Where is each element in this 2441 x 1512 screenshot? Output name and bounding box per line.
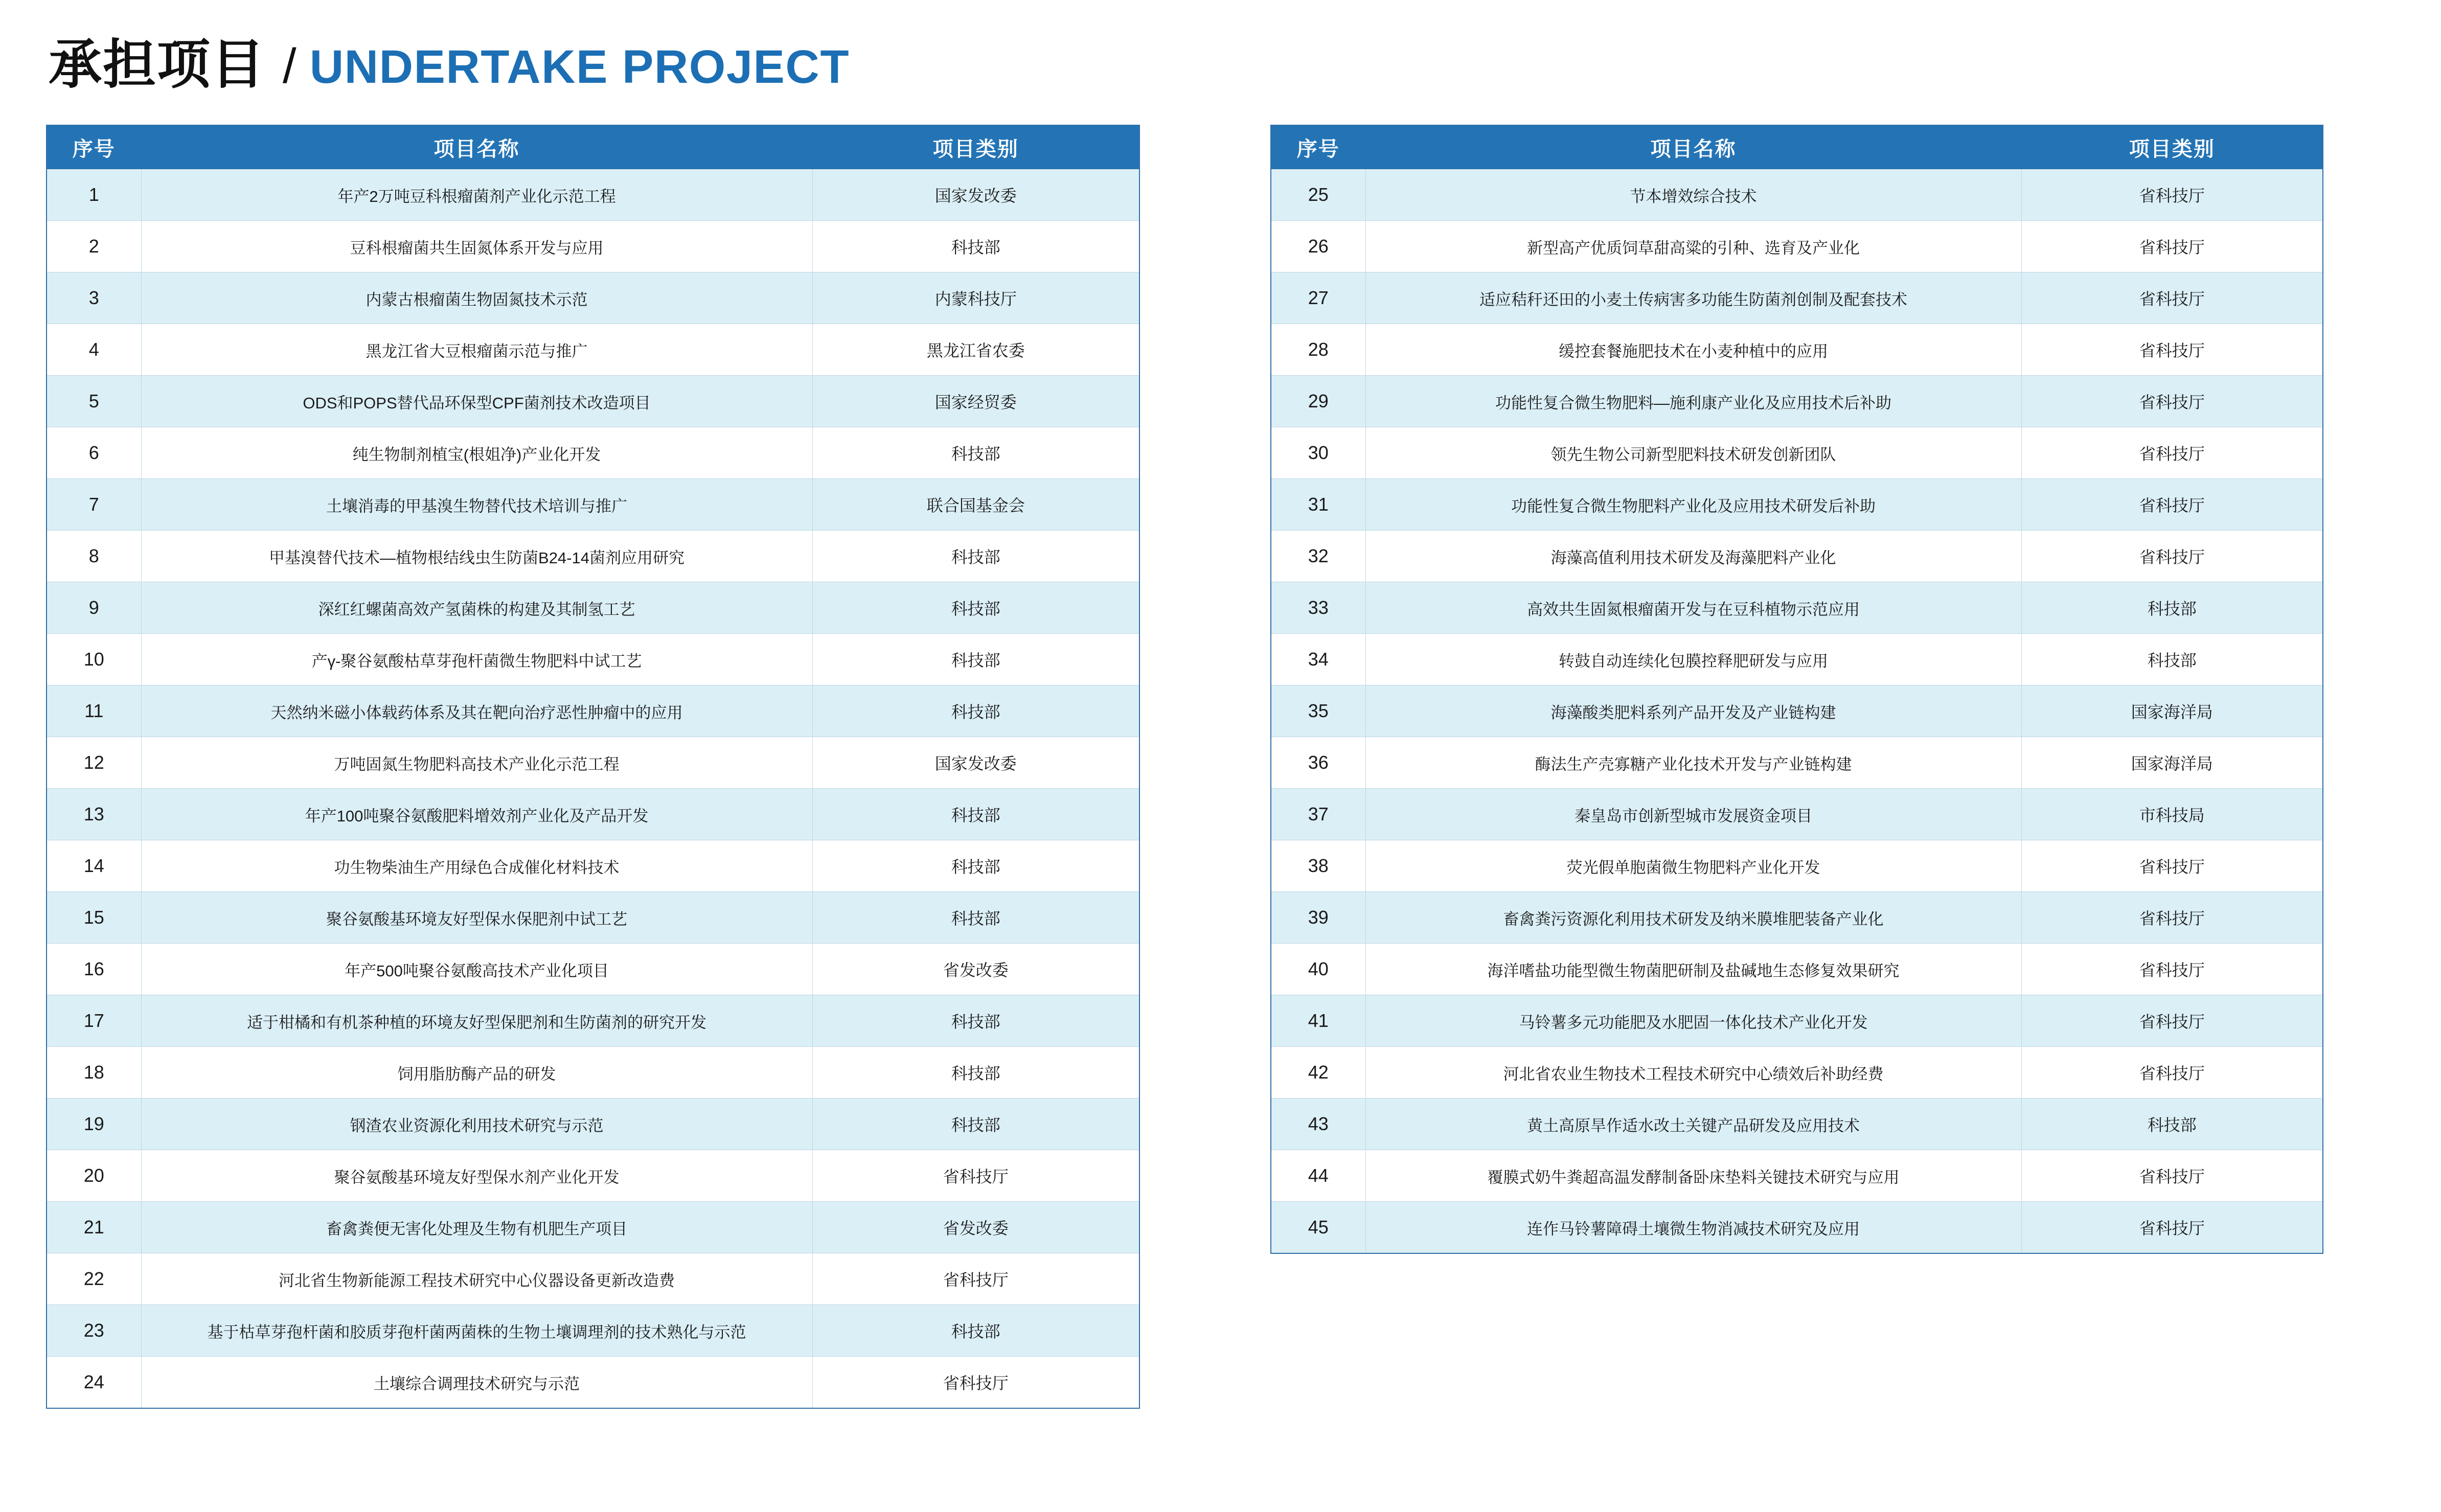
cell-project-name: 新型高产优质饲草甜高粱的引种、选育及产业化	[1365, 221, 2021, 272]
table-row	[47, 1305, 1139, 1357]
table-row	[47, 789, 1139, 840]
cell-project-category: 省科技厅	[2021, 427, 2323, 479]
cell-project-name: 深红红螺菌高效产氢菌株的构建及其制氢工艺	[141, 582, 812, 634]
cell-project-name: 酶法生产壳寡糖产业化技术开发与产业链构建	[1365, 737, 2021, 789]
cell-project-category: 市科技局	[2021, 789, 2323, 840]
cell-index: 27	[1271, 272, 1365, 324]
cell-index: 20	[47, 1150, 141, 1202]
table-row	[1271, 531, 2323, 582]
cell-index: 45	[1271, 1202, 1365, 1254]
tables-container	[46, 125, 2395, 1409]
cell-project-category: 科技部	[812, 789, 1139, 840]
cell-project-name: 产γ-聚谷氨酸枯草芽孢杆菌微生物肥料中试工艺	[141, 634, 812, 685]
cell-project-name: 功能性复合微生物肥料—施利康产业化及应用技术后补助	[1365, 376, 2021, 427]
cell-project-category: 科技部	[812, 1047, 1139, 1098]
table-row	[1271, 221, 2323, 272]
cell-project-name: 豆科根瘤菌共生固氮体系开发与应用	[141, 221, 812, 272]
table-row	[47, 1357, 1139, 1409]
cell-project-name: 黑龙江省大豆根瘤菌示范与推广	[141, 324, 812, 376]
cell-project-category: 科技部	[2021, 1098, 2323, 1150]
cell-project-name: 畜禽粪便无害化处理及生物有机肥生产项目	[141, 1202, 812, 1253]
page-title-en: UNDERTAKE PROJECT	[309, 41, 850, 93]
cell-project-name: 海洋嗜盐功能型微生物菌肥研制及盐碱地生态修复效果研究	[1365, 944, 2021, 995]
cell-project-category: 省科技厅	[812, 1357, 1139, 1409]
table-row	[47, 1202, 1139, 1253]
cell-project-category: 科技部	[2021, 634, 2323, 685]
cell-project-category: 省科技厅	[2021, 995, 2323, 1047]
cell-project-name: 河北省生物新能源工程技术研究中心仪器设备更新改造费	[141, 1253, 812, 1305]
projects-table-left	[46, 125, 1140, 1409]
projects-table-right	[1270, 125, 2323, 1254]
cell-index: 2	[47, 221, 141, 272]
table-row	[47, 840, 1139, 892]
cell-project-category: 科技部	[812, 582, 1139, 634]
cell-project-name: ODS和POPS替代品环保型CPF菌剂技术改造项目	[141, 376, 812, 427]
cell-project-name: 马铃薯多元功能肥及水肥固一体化技术产业化开发	[1365, 995, 2021, 1047]
cell-project-name: 适应秸秆还田的小麦土传病害多功能生防菌剂创制及配套技术	[1365, 272, 2021, 324]
cell-project-category: 内蒙科技厅	[812, 272, 1139, 324]
cell-index: 35	[1271, 685, 1365, 737]
cell-project-name: 高效共生固氮根瘤菌开发与在豆科植物示范应用	[1365, 582, 2021, 634]
cell-index: 17	[47, 995, 141, 1047]
cell-index: 6	[47, 427, 141, 479]
column-header-project-category: 项目类别	[812, 125, 1139, 169]
cell-project-name: 纯生物制剂植宝(根姐净)产业化开发	[141, 427, 812, 479]
cell-index: 23	[47, 1305, 141, 1357]
cell-project-name: 年产100吨聚谷氨酸肥料增效剂产业化及产品开发	[141, 789, 812, 840]
table-row	[1271, 789, 2323, 840]
cell-index: 39	[1271, 892, 1365, 944]
table-row	[1271, 737, 2323, 789]
table-row	[47, 995, 1139, 1047]
cell-project-category: 省科技厅	[2021, 1047, 2323, 1098]
table-row	[1271, 634, 2323, 685]
column-header-project-name: 项目名称	[141, 125, 812, 169]
cell-index: 10	[47, 634, 141, 685]
table-row	[47, 1253, 1139, 1305]
cell-project-name: 河北省农业生物技术工程技术研究中心绩效后补助经费	[1365, 1047, 2021, 1098]
cell-index: 24	[47, 1357, 141, 1409]
cell-project-category: 省科技厅	[2021, 840, 2323, 892]
cell-project-category: 科技部	[812, 531, 1139, 582]
table-row	[1271, 376, 2323, 427]
table-header-row	[47, 125, 1139, 169]
table-row	[47, 221, 1139, 272]
cell-index: 41	[1271, 995, 1365, 1047]
table-row	[1271, 324, 2323, 376]
table-row	[47, 1047, 1139, 1098]
cell-project-category: 联合国基金会	[812, 479, 1139, 531]
cell-project-category: 省科技厅	[2021, 531, 2323, 582]
cell-index: 37	[1271, 789, 1365, 840]
cell-index: 31	[1271, 479, 1365, 531]
table-row	[47, 634, 1139, 685]
table-row	[1271, 1150, 2323, 1202]
cell-project-category: 省科技厅	[2021, 324, 2323, 376]
cell-project-category: 省科技厅	[2021, 1150, 2323, 1202]
cell-index: 19	[47, 1098, 141, 1150]
cell-index: 30	[1271, 427, 1365, 479]
table-row	[1271, 479, 2323, 531]
cell-index: 43	[1271, 1098, 1365, 1150]
table-header-row	[1271, 125, 2323, 169]
cell-project-category: 国家发改委	[812, 737, 1139, 789]
cell-project-category: 国家经贸委	[812, 376, 1139, 427]
cell-index: 26	[1271, 221, 1365, 272]
cell-index: 15	[47, 892, 141, 944]
cell-project-category: 国家海洋局	[2021, 685, 2323, 737]
cell-project-name: 连作马铃薯障碍土壤微生物消减技术研究及应用	[1365, 1202, 2021, 1254]
table-row	[47, 479, 1139, 531]
cell-project-name: 功生物柴油生产用绿色合成催化材料技术	[141, 840, 812, 892]
table-row	[1271, 892, 2323, 944]
table-row	[1271, 272, 2323, 324]
cell-project-category: 省科技厅	[2021, 272, 2323, 324]
cell-project-category: 省科技厅	[2021, 944, 2323, 995]
cell-project-name: 转鼓自动连续化包膜控释肥研发与应用	[1365, 634, 2021, 685]
cell-index: 29	[1271, 376, 1365, 427]
table-row	[47, 582, 1139, 634]
cell-project-name: 领先生物公司新型肥料技术研发创新团队	[1365, 427, 2021, 479]
table-row	[47, 169, 1139, 221]
table-row	[47, 427, 1139, 479]
cell-project-category: 科技部	[812, 427, 1139, 479]
cell-index: 44	[1271, 1150, 1365, 1202]
table-row	[1271, 995, 2323, 1047]
cell-project-name: 覆膜式奶牛粪超高温发酵制备卧床垫料关键技术研究与应用	[1365, 1150, 2021, 1202]
table-row	[1271, 427, 2323, 479]
cell-project-name: 年产2万吨豆科根瘤菌剂产业化示范工程	[141, 169, 812, 221]
cell-index: 40	[1271, 944, 1365, 995]
cell-project-category: 黑龙江省农委	[812, 324, 1139, 376]
cell-index: 36	[1271, 737, 1365, 789]
cell-project-name: 土壤消毒的甲基溴生物替代技术培训与推广	[141, 479, 812, 531]
table-row	[47, 531, 1139, 582]
cell-project-category: 省科技厅	[2021, 376, 2323, 427]
cell-project-name: 钢渣农业资源化利用技术研究与示范	[141, 1098, 812, 1150]
cell-project-category: 科技部	[812, 1305, 1139, 1357]
cell-project-name: 秦皇岛市创新型城市发展资金项目	[1365, 789, 2021, 840]
cell-project-category: 科技部	[2021, 582, 2323, 634]
table-row	[47, 324, 1139, 376]
cell-index: 16	[47, 944, 141, 995]
cell-project-category: 省科技厅	[2021, 892, 2323, 944]
cell-index: 34	[1271, 634, 1365, 685]
cell-project-category: 科技部	[812, 634, 1139, 685]
table-row	[47, 944, 1139, 995]
cell-project-name: 内蒙古根瘤菌生物固氮技术示范	[141, 272, 812, 324]
table-row	[1271, 840, 2323, 892]
cell-project-name: 甲基溴替代技术—植物根结线虫生防菌B24-14菌剂应用研究	[141, 531, 812, 582]
cell-project-category: 科技部	[812, 221, 1139, 272]
cell-project-category: 省科技厅	[812, 1150, 1139, 1202]
table-row	[1271, 1098, 2323, 1150]
cell-index: 7	[47, 479, 141, 531]
cell-project-name: 年产500吨聚谷氨酸高技术产业化项目	[141, 944, 812, 995]
table-row	[1271, 1047, 2323, 1098]
page-title-cn: 承担项目	[49, 35, 266, 95]
cell-project-name: 基于枯草芽孢杆菌和胶质芽孢杆菌两菌株的生物土壤调理剂的技术熟化与示范	[141, 1305, 812, 1357]
cell-project-name: 节本增效综合技术	[1365, 169, 2021, 221]
cell-project-category: 省科技厅	[2021, 479, 2323, 531]
table-row	[1271, 1202, 2323, 1254]
table-row	[1271, 944, 2323, 995]
table-row	[1271, 582, 2323, 634]
cell-index: 5	[47, 376, 141, 427]
cell-index: 25	[1271, 169, 1365, 221]
cell-index: 42	[1271, 1047, 1365, 1098]
cell-index: 18	[47, 1047, 141, 1098]
cell-project-category: 省科技厅	[2021, 169, 2323, 221]
cell-project-category: 科技部	[812, 840, 1139, 892]
cell-index: 21	[47, 1202, 141, 1253]
cell-project-name: 荧光假单胞菌微生物肥料产业化开发	[1365, 840, 2021, 892]
cell-project-name: 聚谷氨酸基环境友好型保水剂产业化开发	[141, 1150, 812, 1202]
cell-index: 4	[47, 324, 141, 376]
cell-project-name: 黄土高原旱作适水改土关键产品研发及应用技术	[1365, 1098, 2021, 1150]
cell-project-category: 科技部	[812, 1098, 1139, 1150]
cell-index: 32	[1271, 531, 1365, 582]
cell-index: 33	[1271, 582, 1365, 634]
cell-project-name: 土壤综合调理技术研究与示范	[141, 1357, 812, 1409]
cell-project-category: 省科技厅	[2021, 221, 2323, 272]
cell-project-name: 天然纳米磁小体载药体系及其在靶向治疗恶性肿瘤中的应用	[141, 685, 812, 737]
column-header-index: 序号	[47, 125, 141, 169]
cell-project-name: 聚谷氨酸基环境友好型保水保肥剂中试工艺	[141, 892, 812, 944]
cell-index: 8	[47, 531, 141, 582]
table-row	[1271, 169, 2323, 221]
cell-project-category: 科技部	[812, 995, 1139, 1047]
table-row	[47, 737, 1139, 789]
cell-project-name: 海藻酸类肥料系列产品开发及产业链构建	[1365, 685, 2021, 737]
cell-project-name: 功能性复合微生物肥料产业化及应用技术研发后补助	[1365, 479, 2021, 531]
cell-project-category: 国家海洋局	[2021, 737, 2323, 789]
table-row	[47, 892, 1139, 944]
column-header-project-name: 项目名称	[1365, 125, 2021, 169]
cell-index: 14	[47, 840, 141, 892]
cell-index: 22	[47, 1253, 141, 1305]
table-row	[47, 1150, 1139, 1202]
column-header-index: 序号	[1271, 125, 1365, 169]
table-row	[47, 272, 1139, 324]
table-row	[47, 376, 1139, 427]
cell-project-category: 省科技厅	[812, 1253, 1139, 1305]
table-row	[47, 1098, 1139, 1150]
page-title	[49, 36, 2395, 94]
cell-index: 28	[1271, 324, 1365, 376]
title-separator: /	[283, 39, 296, 94]
cell-project-name: 海藻高值利用技术研发及海藻肥料产业化	[1365, 531, 2021, 582]
cell-index: 11	[47, 685, 141, 737]
cell-project-category: 科技部	[812, 892, 1139, 944]
cell-project-name: 适于柑橘和有机茶种植的环境友好型保肥剂和生防菌剂的研究开发	[141, 995, 812, 1047]
cell-project-category: 省发改委	[812, 1202, 1139, 1253]
table-row	[1271, 685, 2323, 737]
table-row	[47, 685, 1139, 737]
cell-project-category: 国家发改委	[812, 169, 1139, 221]
cell-project-name: 饲用脂肪酶产品的研发	[141, 1047, 812, 1098]
cell-project-name: 畜禽粪污资源化利用技术研发及纳米膜堆肥装备产业化	[1365, 892, 2021, 944]
cell-project-category: 省科技厅	[2021, 1202, 2323, 1254]
cell-project-name: 万吨固氮生物肥料高技术产业化示范工程	[141, 737, 812, 789]
cell-index: 9	[47, 582, 141, 634]
cell-index: 12	[47, 737, 141, 789]
cell-project-category: 科技部	[812, 685, 1139, 737]
cell-index: 13	[47, 789, 141, 840]
cell-index: 1	[47, 169, 141, 221]
cell-index: 38	[1271, 840, 1365, 892]
cell-index: 3	[47, 272, 141, 324]
cell-project-name: 缓控套餐施肥技术在小麦种植中的应用	[1365, 324, 2021, 376]
column-header-project-category: 项目类别	[2021, 125, 2323, 169]
cell-project-category: 省发改委	[812, 944, 1139, 995]
